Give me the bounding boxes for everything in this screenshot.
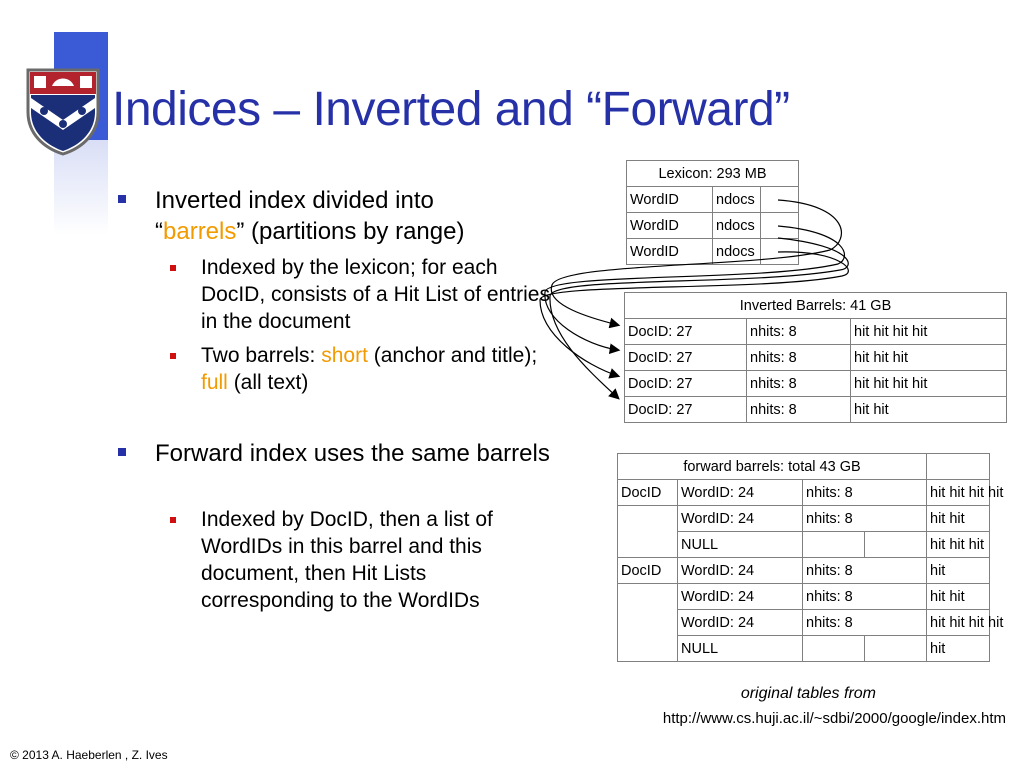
arrow-2 bbox=[545, 226, 845, 350]
copyright-footer: © 2013 A. Haeberlen , Z. Ives bbox=[10, 748, 168, 762]
table-row: DocID WordID: 24 nhits: 8 hit bbox=[618, 558, 990, 584]
table-row: DocID: 27 nhits: 8 hit hit bbox=[625, 397, 1007, 423]
table-row: WordID ndocs bbox=[627, 239, 799, 265]
table-row: DocID: 27 nhits: 8 hit hit hit bbox=[625, 345, 1007, 371]
table-row: DocID WordID: 24 nhits: 8 hit hit hit hit bbox=[618, 480, 990, 506]
table-row: NULL hit hit hit bbox=[618, 532, 990, 558]
highlight-short: short bbox=[321, 344, 368, 367]
bullet-text: Inverted index divided into “barrels” (partitions by range) bbox=[155, 187, 465, 245]
subbullet-text: Two barrels: short (anchor and title); full (all text) bbox=[201, 344, 538, 394]
lexicon-header: Lexicon: 293 MB bbox=[627, 161, 799, 187]
inverted-header: Inverted Barrels: 41 GB bbox=[625, 293, 1007, 319]
table-row: WordID ndocs bbox=[627, 187, 799, 213]
table-row: WordID: 24 nhits: 8 hit hit bbox=[618, 584, 990, 610]
highlight-full: full bbox=[201, 371, 228, 394]
source-url: http://www.cs.huji.ac.il/~sdbi/2000/google/index.htm bbox=[662, 710, 1006, 727]
subbullet-text: Indexed by DocID, then a list of WordIDs in this barrel and this document, then Hit Lists corresponding to the WordIDs bbox=[201, 508, 493, 612]
subbullet-text: Indexed by the lexicon; for each DocID, consists of a Hit List of entries in the document bbox=[201, 256, 550, 333]
arrow-3 bbox=[540, 252, 848, 376]
bullet-text: Forward index uses the same barrels bbox=[155, 440, 550, 467]
table-row: WordID: 24 nhits: 8 hit hit hit hit bbox=[618, 610, 990, 636]
slide-title: Indices – Inverted and “Forward” bbox=[112, 83, 790, 136]
arrow-1 bbox=[551, 200, 841, 325]
table-row: DocID: 27 nhits: 8 hit hit hit hit bbox=[625, 371, 1007, 397]
source-caption: original tables from bbox=[740, 685, 876, 702]
table-row: NULL hit bbox=[618, 636, 990, 662]
table-row: WordID: 24 nhits: 8 hit hit bbox=[618, 506, 990, 532]
table-row: DocID: 27 nhits: 8 hit hit hit hit bbox=[625, 319, 1007, 345]
highlight-barrels: barrels bbox=[163, 218, 237, 245]
table-row: WordID ndocs bbox=[627, 213, 799, 239]
forward-header: forward barrels: total 43 GB bbox=[618, 454, 927, 480]
